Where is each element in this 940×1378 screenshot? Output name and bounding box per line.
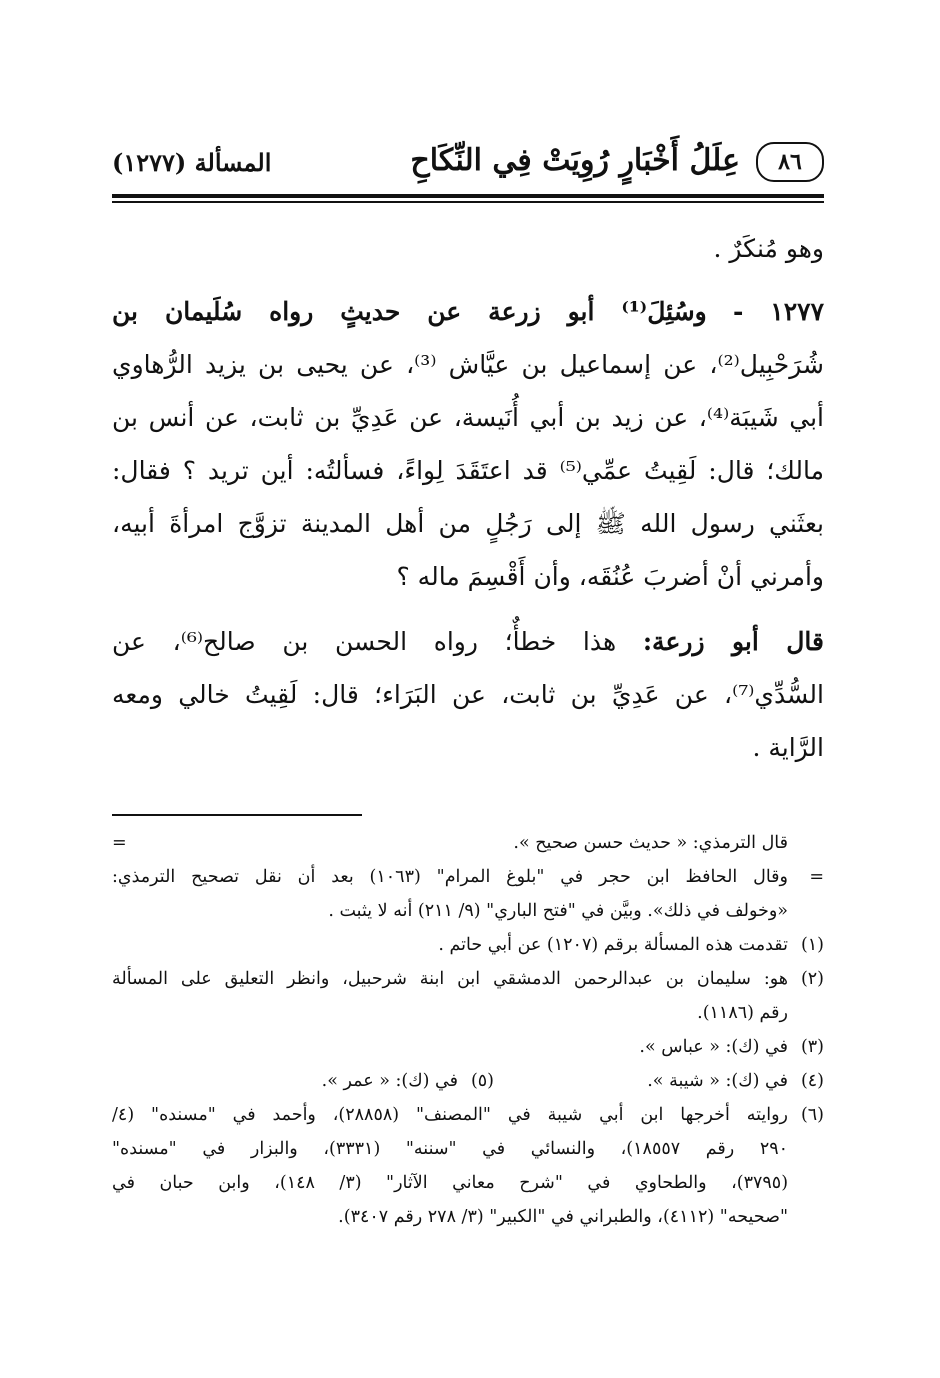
text-line: بعثَني رسول الله ﷺ إلى رَجُلٍ من أهل المدينة تزوَّج امرأةَ أبيه، [112, 509, 824, 538]
issue-label: المسألة (١٢٧٧) [112, 148, 272, 177]
text-line: الرَّاية . [752, 733, 824, 762]
footnote-line: (٣٧٩٥)، والطحاوي في "شرح معاني الآثار" (٣/ ١٤٨)، وابن حبان في [112, 1173, 789, 1193]
footnote-mark: (٣) [800, 1037, 824, 1057]
footnote-4 [494, 1064, 824, 1098]
question-intro: وسُئِلَ⁽¹⁾ أبو زرعة عن حديثٍ رواه سُلَيمان بن [112, 297, 707, 326]
header-rule-thin [112, 201, 824, 203]
footnote-line: في (ك): « شيبة ». [647, 1071, 788, 1091]
text-line [112, 285, 824, 338]
answer-text: هذا خطأٌ؛ رواه الحسن بن صالح⁽⁶⁾، عن [112, 627, 617, 656]
header-rule-thick [112, 194, 824, 198]
footnote-mark: (١) [800, 935, 824, 955]
footnote-line: قال الترمذي: « حديث حسن صحيح ». [513, 833, 788, 853]
footnote-line: «وخولف في ذلك». وبيَّن في "فتح الباري" (٩/ ٢١١) أنه لا يثبت . [328, 901, 788, 921]
footnote-3 [112, 1030, 824, 1064]
answer-speaker: قال أبو زرعة: [642, 627, 824, 656]
book-title: عِلَلُ أَخْبَارٍ رُوِيَتْ فِي النِّكَاحِ [410, 143, 740, 178]
footnote-row [112, 1064, 824, 1098]
footnote-separator [112, 814, 362, 816]
footnote-mark: (٦) [800, 1105, 824, 1125]
continuation-mark: = [112, 833, 127, 853]
text-line: وأمرني أنْ أضربَ عُنُقَه، وأن أَقْسِمَ ماله ؟ [396, 562, 824, 591]
text-line: مالك؛ قال: لَقِيتُ عمِّي⁽⁵⁾ قد اعتَقَدَ لِواءً، فسألتُه: أين تريد ؟ فقال: [112, 456, 824, 485]
footnote-line: في (ك): « عمر ». [321, 1071, 458, 1091]
footnote-2 [112, 962, 824, 1030]
footnotes [112, 826, 824, 1234]
footnote-line: وقال الحافظ ابن حجر في "بلوغ المرام" (١٠٦٣) بعد أن نقل تصحيح الترمذي: [112, 867, 788, 887]
page-header [112, 140, 824, 186]
issue-number: ١٢٧٧ - [732, 297, 824, 326]
footnote-line: في (ك): « عباس ». [639, 1037, 788, 1057]
text-line: شُرَحْبِيل⁽²⁾، عن إسماعيل بن عيَّاش ⁽³⁾، عن يحيى بن يزيد الرُّهاوي [112, 350, 824, 379]
footnote-line: ٢٩٠ رقم ١٨٥٥٧)، والنسائي في "سننه" (٣٣٣١)، والبزار في "مسنده" [112, 1139, 789, 1159]
page-number: ٨٦ [756, 142, 824, 182]
footnote-line: "صحيحه" (٤١١٢)، والطبراني في "الكبير" (٣/ ٢٧٨ رقم ٣٤٠٧). [338, 1207, 788, 1227]
text-line: وهو مُنكَرٌ . [713, 234, 824, 263]
footnote-6 [112, 1098, 824, 1234]
issue-paragraph [112, 285, 824, 603]
footnote-mark: (٤) [800, 1071, 824, 1091]
previous-line [112, 222, 824, 275]
footnote-5 [164, 1064, 494, 1098]
text-line: السُّدِّي⁽⁷⁾، عن عَدِيِّ بن ثابت، عن البَرَاء؛ قال: لَقِيتُ خالي ومعه [112, 680, 824, 709]
text-line: أبي شَيبَة⁽⁴⁾، عن زيد بن أبي أُنَيسة، عن عَدِيِّ بن ثابت، عن أنس بن [112, 403, 824, 432]
footnote-line: رقم (١١٨٦). [697, 1003, 788, 1023]
footnote-line: تقدمت هذه المسألة برقم (١٢٠٧) عن أبي حاتم . [438, 935, 788, 955]
footnote-1 [112, 928, 824, 962]
answer-paragraph [112, 615, 824, 774]
footnote-continuation [112, 826, 824, 860]
footnote-mark: (٥) [470, 1071, 494, 1091]
main-text [112, 222, 824, 774]
footnote-line: هو: سليمان بن عبدالرحمن الدمشقي ابن ابنة شرحبيل، وانظر التعليق على المسألة [112, 969, 788, 989]
footnote-continuation [112, 860, 824, 928]
continuation-mark: = [809, 867, 824, 887]
footnote-mark: (٢) [800, 969, 824, 989]
text-line [112, 615, 824, 668]
footnote-line: روايته أخرجها ابن أبي شيبة في "المصنف" (٢٨٨٥٨)، وأحمد في "مسنده" (٤/ [112, 1105, 788, 1125]
